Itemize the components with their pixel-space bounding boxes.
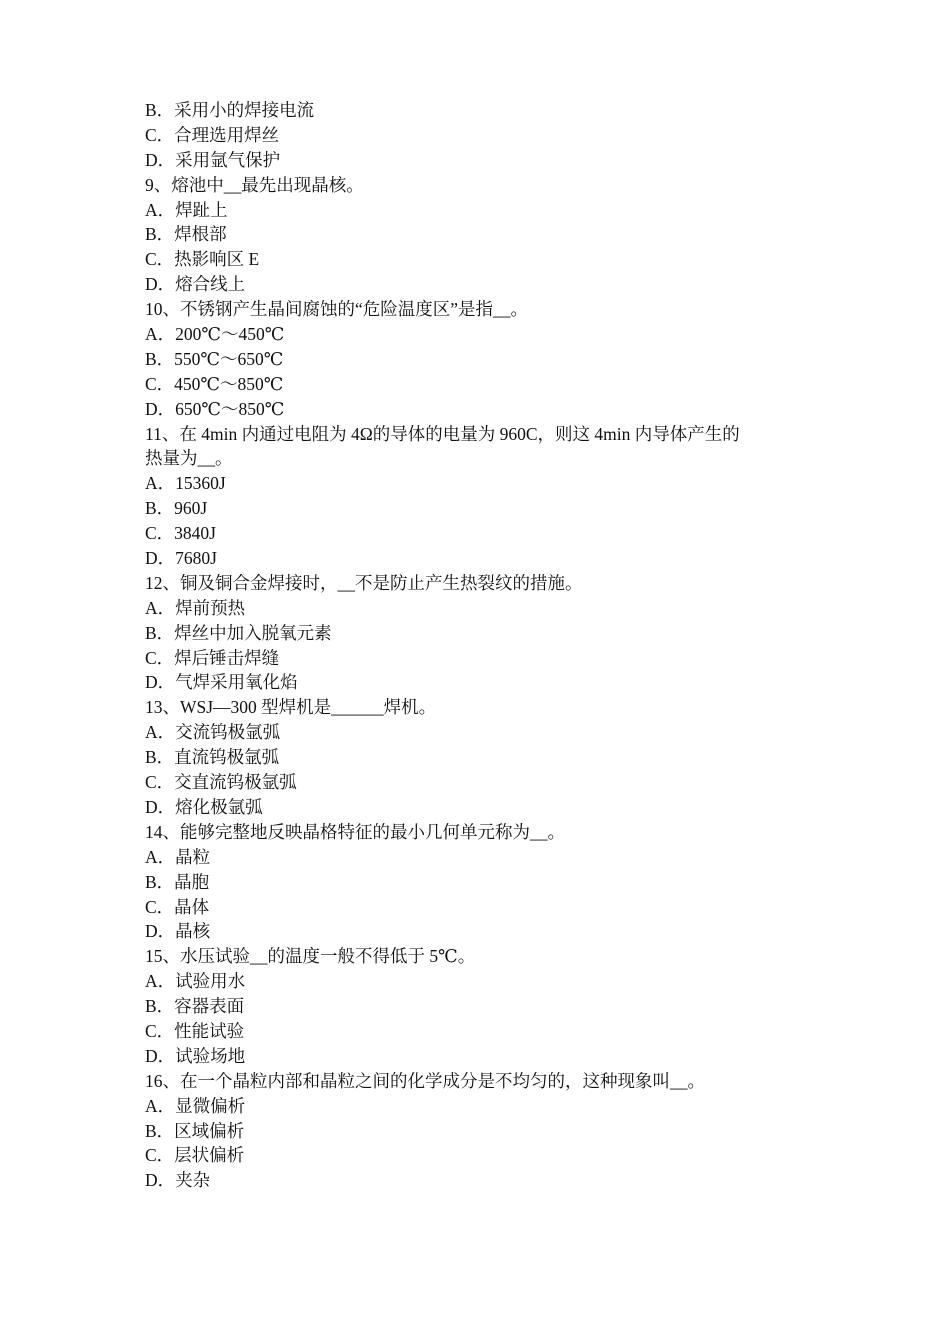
question-13: 13、WSJ—300 型焊机是______焊机。 (145, 697, 437, 718)
question-12: 12、铜及铜合金焊接时，__不是防止产生热裂纹的措施。 (145, 572, 583, 593)
option-d: D．晶核 (145, 921, 211, 942)
option-c: C．交直流钨极氩弧 (145, 772, 297, 793)
option-d: D．采用氩气保护 (145, 149, 281, 170)
option-c: C．热影响区 E (145, 249, 260, 270)
option-b: B．焊丝中加入脱氧元素 (145, 622, 332, 643)
option-d: D．气焊采用氧化焰 (145, 672, 298, 693)
option-a: A．200℃～450℃ (145, 324, 285, 345)
question-14: 14、能够完整地反映晶格特征的最小几何单元称为__。 (145, 821, 565, 842)
option-c: C．焊后锤击焊缝 (145, 647, 280, 668)
option-a: A．15360J (145, 473, 226, 494)
option-c: C．合理选用焊丝 (145, 124, 280, 145)
option-a: A．晶粒 (145, 846, 211, 867)
option-d: D．650℃～850℃ (145, 398, 285, 419)
option-c: C．3840J (145, 523, 216, 544)
option-b: B．焊根部 (145, 224, 227, 245)
option-c: C．450℃～850℃ (145, 373, 284, 394)
option-c: C．性能试验 (145, 1020, 245, 1041)
option-b: B．550℃～650℃ (145, 348, 284, 369)
option-c: C．层状偏析 (145, 1145, 245, 1166)
question-16: 16、在一个晶粒内部和晶粒之间的化学成分是不均匀的，这种现象叫__。 (145, 1070, 705, 1091)
question-11-line-1: 11、在 4min 内通过电阻为 4Ω的导体的电量为 960C，则这 4min 内导体产生的 (145, 423, 740, 444)
question-11-line-2: 热量为__。 (145, 448, 233, 469)
option-d: D．熔合线上 (145, 274, 246, 295)
option-b: B．采用小的焊接电流 (145, 100, 315, 120)
question-text (145, 98, 815, 1193)
option-a: A．焊前预热 (145, 597, 246, 618)
option-d: D．试验场地 (145, 1045, 246, 1066)
question-10: 10、不锈钢产生晶间腐蚀的“危险温度区”是指__。 (145, 299, 529, 320)
option-c: C．晶体 (145, 896, 210, 917)
question-9: 9、熔池中__最先出现晶核。 (145, 174, 364, 195)
question-15: 15、水压试验__的温度一般不得低于 5℃。 (145, 946, 476, 967)
option-d: D．熔化极氩弧 (145, 796, 263, 817)
option-d: D．夹杂 (145, 1170, 211, 1191)
option-b: B．直流钨极氩弧 (145, 747, 280, 768)
option-b: B．容器表面 (145, 996, 245, 1017)
option-b: B．区域偏析 (145, 1120, 245, 1141)
option-a: A．交流钨极氩弧 (145, 722, 281, 743)
option-a: A．焊趾上 (145, 199, 228, 220)
option-a: A．显微偏析 (145, 1095, 246, 1116)
option-b: B．晶胞 (145, 871, 210, 892)
option-d: D．7680J (145, 548, 217, 569)
option-b: B．960J (145, 498, 208, 519)
option-a: A．试验用水 (145, 971, 246, 992)
